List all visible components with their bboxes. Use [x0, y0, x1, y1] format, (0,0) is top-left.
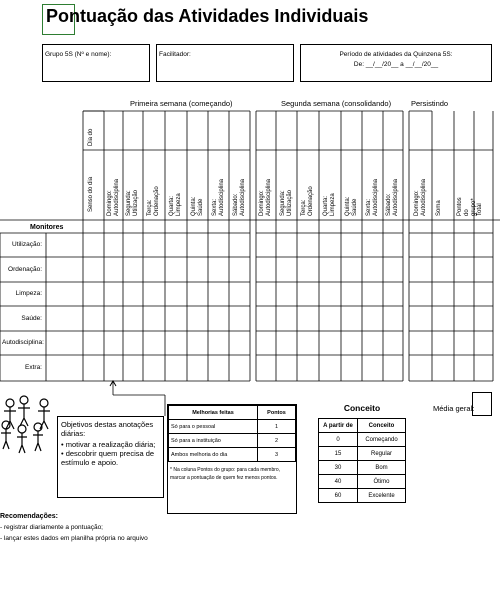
objective-item: • descobrir quem precisa de estímulo e apoio. [61, 449, 155, 467]
period-label: Período de atividades da Quinzena 5S: [339, 51, 453, 58]
day-column-label: Soma [436, 200, 442, 216]
concept-label: Começando [358, 433, 406, 447]
concept-table [318, 418, 406, 503]
day-column-label: Quarta: Limpeza [323, 193, 336, 216]
row-label: Ordenação: [8, 265, 42, 273]
day-column-label: Total [476, 203, 483, 216]
day-column-label: Quinta: Saúde [190, 196, 204, 216]
day-of-label: Dia do [88, 128, 94, 146]
concept-label: Excelente [358, 489, 406, 503]
day-column-label: Pontos do grupo* [457, 197, 477, 216]
objective-item: • motivar a realização diária; [61, 440, 156, 449]
day-column-label: Sexta: Autodisciplina [365, 178, 379, 216]
concept-from: 15 [319, 447, 358, 461]
group-label: Grupo 5S (Nº e nome): [45, 51, 112, 58]
improvement-points: 1 [258, 420, 296, 434]
row-label: Autodisciplina: [2, 339, 44, 346]
day-column-label: Terça: Ordenação [301, 186, 314, 216]
day-column-label: Sexta: Autodisciplina [211, 178, 225, 216]
concept-from: 0 [319, 433, 358, 447]
period-dates: De: __/__/20__ a __/__/20__ [353, 61, 439, 68]
row-label: Utilização: [12, 241, 42, 248]
day-column-label: Domingo: Autodisciplina [259, 178, 272, 216]
objectives-box [57, 416, 164, 498]
recommendation-item: - registrar diariamente a pontuação; [0, 524, 103, 531]
day-column-label: Terça: Ordenação [147, 186, 160, 216]
concept-label: Ótimo [358, 475, 406, 489]
concept-col-from: A partir de [319, 419, 358, 433]
page-title: Pontuação das Atividades Individuais [46, 6, 369, 26]
improvement-points: 3 [258, 448, 296, 462]
facilitator-label: Facilitador: [159, 51, 191, 58]
concept-col-label: Conceito [358, 419, 406, 433]
improvement-points: 2 [258, 434, 296, 448]
week2-header: Segunda semana (consolidando) [281, 99, 392, 108]
day-column-label: Domingo: Autodisciplina [413, 178, 427, 216]
improvements-col-points: Pontos [258, 406, 296, 420]
concept-label: Regular [358, 447, 406, 461]
day-column-label: Segunda: Utilização [279, 189, 293, 216]
media-field[interactable] [472, 392, 492, 416]
row-label: Limpeza: [15, 290, 42, 297]
concept-title: Conceito [343, 403, 381, 413]
improvements-note: * Na coluna Pontos do grupo: para cada membro, marcar a pontuação de quem fez menos pontos. [170, 467, 281, 481]
day-column-label: Domingo: Autodisciplina [106, 178, 120, 216]
recommendation-item: - lançar estes dados em planilha própria no arquivo [0, 535, 148, 542]
persist-header: Persistindo [411, 99, 449, 108]
day-column-label: Quarta: Limpeza [169, 193, 182, 216]
senso-label: Senso do dia [88, 176, 94, 212]
day-column-label: Quinta: Saúde [344, 196, 358, 216]
improvement-label: Ambos melhoria do dia [169, 448, 258, 462]
day-column-label: Sábado: Autodisciplina [232, 178, 246, 216]
monitores-label: Monitores [30, 224, 64, 231]
recommendations-title: Recomendações: [0, 513, 58, 520]
media-label: Média geral: [433, 404, 475, 413]
concept-from: 60 [319, 489, 358, 503]
objectives-title: Objetivos destas anotações diárias: [61, 420, 154, 438]
week1-header: Primeira semana (começando) [130, 99, 233, 108]
day-column-label: Sábado: Autodisciplina [386, 178, 399, 216]
improvement-label: Só para o pessoal [169, 420, 258, 434]
row-label: Saúde: [21, 314, 42, 322]
improvements-col-title: Melhorias feitas [169, 406, 258, 420]
people-icon [0, 395, 56, 455]
concept-label: Bom [358, 461, 406, 475]
concept-from: 30 [319, 461, 358, 475]
improvement-label: Só para a instituição [169, 434, 258, 448]
improvements-box [167, 404, 297, 514]
day-column-label: Segunda: Utilização [126, 189, 139, 216]
concept-from: 40 [319, 475, 358, 489]
row-label: Extra: [25, 364, 42, 371]
